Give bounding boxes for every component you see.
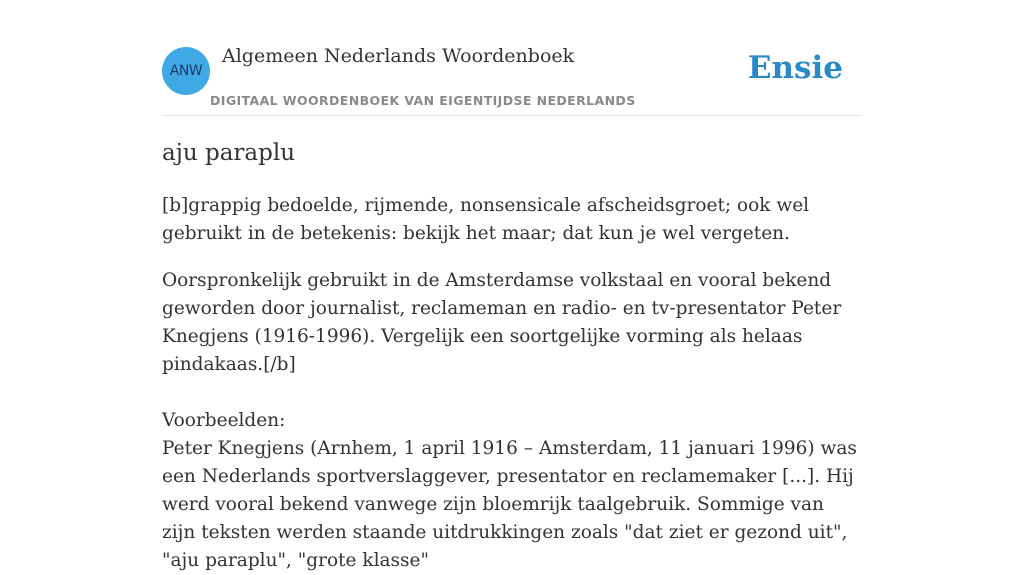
paragraph-gap [162,379,862,407]
page [162,0,862,571]
example-text: Peter Knegjens (Arnhem, 1 april 1916 – Amsterdam, 11 januari 1996) was een Nederlands sportverslaggever, presentator en reclamemaker [...]. Hij werd vooral bekend vanwege zijn bloemrijk taalgebruik. Sommige van zijn teksten werden staande uitdrukkingen zoals "dat ziet er gezond uit", "aju paraplu", "grote klasse" [162,438,857,571]
anw-logo[interactable]: ANW [162,47,210,95]
entry-definition: [b]grappig bedoelde, rijmende, nonsensicale afscheidsgroet; ook wel gebruikt in de betekenis: bekijk het maar; dat kun je wel vergeten. [162,195,810,244]
ensie-brand-link[interactable]: Ensie [747,50,843,86]
site-header [162,0,862,116]
entry-origin: Oorspronkelijk gebruikt in de Amsterdamse volkstaal en vooral bekend geworden door journalist, reclameman en radio- en tv-presentator Peter Knegjens (1916-1996). Vergelijk een soortgelijke vorming als helaas pindakaas.[/b] [162,270,842,375]
examples-heading: Voorbeelden: [162,410,286,431]
entry-body [162,267,862,575]
entry-headword: aju paraplu [162,140,296,166]
site-subtitle: DIGITAAL WOORDENBOEK VAN EIGENTIJDSE NEDERLANDS [210,93,636,108]
site-title[interactable]: Algemeen Nederlands Woordenboek [222,45,575,67]
